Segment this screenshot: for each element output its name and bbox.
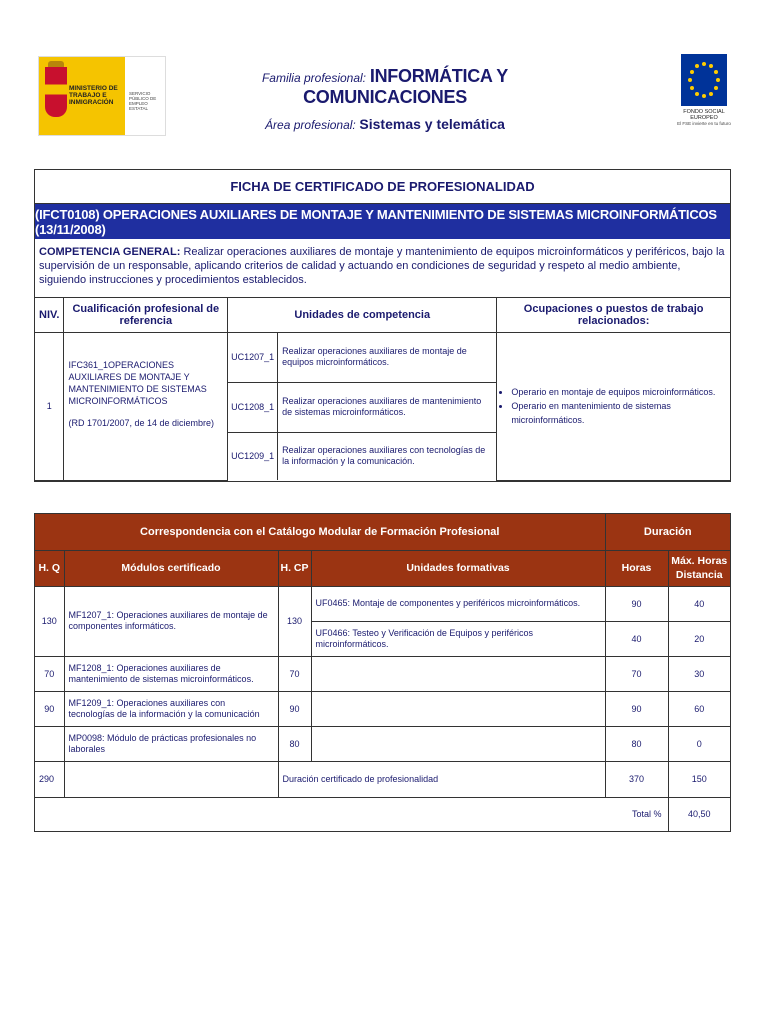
col-horas: Horas: [605, 550, 668, 586]
uc-desc: Realizar operaciones auxiliares de mantenimiento de sistemas microinformáticos.: [278, 382, 497, 432]
uf-code: UF0465: [315, 598, 348, 608]
hcp-cell: 90: [278, 691, 311, 726]
col-unidades: Unidades de competencia: [228, 298, 497, 332]
modulo-code: MP0098: [68, 732, 103, 743]
ficha-table: [35, 298, 730, 481]
ficha-header-row: [35, 298, 730, 332]
eu-flag-icon: [681, 54, 727, 106]
horas-cell: 80: [605, 726, 668, 761]
cualificacion-cell: [64, 332, 228, 480]
table-row: [35, 586, 730, 621]
horas-cell: 90: [605, 691, 668, 726]
ficha-title: FICHA DE CERTIFICADO DE PROFESIONALIDAD: [35, 170, 730, 204]
uc-desc: Realizar operaciones auxiliares con tecnologías de la información y la comunicación.: [278, 432, 497, 480]
max-cell: 0: [668, 726, 730, 761]
coat-of-arms-icon: [45, 67, 67, 117]
max-cell: 20: [668, 621, 730, 656]
competencia-general: [35, 239, 730, 298]
competencia-text: Realizar operaciones auxiliares de montaje y mantenimiento de equipos microinformáticos y periféricos, bajo la supervisión de un responsable, aplicando criterios de calidad y actuando en condiciones de seguridad y respeto al medio ambiente, siguiendo instrucciones y procedimientos establecidos.: [39, 246, 725, 286]
total-hq: 290: [35, 761, 64, 797]
col-ocupaciones: Ocupaciones o puestos de trabajo relacionados:: [497, 298, 730, 332]
correspondencia-section: [34, 513, 731, 832]
horas-cell: 40: [605, 621, 668, 656]
modulo-code: MF1207_1: [68, 610, 112, 620]
modulo-name: : Operaciones auxiliares de montaje de componentes informáticos.: [68, 610, 268, 631]
table-row: [35, 726, 730, 761]
hcp-cell: 80: [278, 726, 311, 761]
total-pct-row: [35, 797, 730, 831]
max-cell: 40: [668, 586, 730, 621]
ministry-logo: [38, 56, 166, 136]
corr-header-row: [35, 550, 730, 586]
modulo-cell: [64, 586, 278, 656]
modulo-cell: [64, 691, 278, 726]
total-row: [35, 761, 730, 797]
horas-cell: 90: [605, 586, 668, 621]
uc-code: UC1208_1: [228, 382, 278, 432]
ministry-logo-subtext: SERVICIO PÚBLICO DE EMPLEO ESTATAL: [129, 91, 157, 111]
col-cualificacion: Cualificación profesional de referencia: [64, 298, 228, 332]
horas-cell: 70: [605, 656, 668, 691]
cualificacion-text: IFC361_1OPERACIONES AUXILIARES DE MONTAJE Y MANTENIMIENTO DE SISTEMAS MICROINFORMÁTICOS: [68, 359, 207, 406]
col-max-horas: Máx. Horas Distancia: [668, 550, 730, 586]
page-header: [0, 0, 768, 160]
hq-cell: 90: [35, 691, 64, 726]
total-pct-label: Total %: [35, 797, 668, 831]
ministry-logo-text: MINISTERIO DE TRABAJO E INMIGRACIÓN: [69, 85, 118, 106]
table-row: [35, 656, 730, 691]
ocupaciones-cell: [497, 332, 730, 480]
uf-code: UF0466: [315, 627, 348, 638]
competencia-label: COMPETENCIA GENERAL:: [39, 246, 181, 258]
total-label: Duración certificado de profesionalidad: [278, 761, 605, 797]
uf-cell-empty: [311, 726, 605, 761]
hcp-cell: 70: [278, 656, 311, 691]
hcp-cell: 130: [278, 586, 311, 656]
table-row: [35, 691, 730, 726]
area-value: Sistemas y telemática: [359, 116, 505, 132]
title-block: [200, 66, 570, 132]
list-item: • Operario en montaje de equipos microinformáticos.: [511, 385, 730, 399]
family-line: [200, 66, 570, 108]
table-row: [35, 332, 730, 382]
nivel-cell: 1: [35, 332, 64, 480]
eu-logo: [672, 54, 736, 144]
modulo-name: : Operaciones auxiliares de mantenimiento de sistemas microinformáticos.: [68, 662, 254, 684]
eu-slogan: El FSE invierte en tu futuro: [677, 121, 731, 126]
eu-caption: FONDO SOCIAL EUROPEO: [683, 109, 725, 121]
uc-code: UC1209_1: [228, 432, 278, 480]
uf-cell: [311, 621, 605, 656]
modulo-name: : Operaciones auxiliares con tecnologías de la información y la comunicación: [68, 697, 260, 719]
col-unidades-formativas: Unidades formativas: [311, 550, 605, 586]
uf-name: : Montaje de componentes y periféricos microinformáticos.: [347, 598, 581, 608]
modulo-code: MF1208_1: [68, 662, 112, 673]
family-value: INFORMÁTICA Y COMUNICACIONES: [303, 66, 509, 107]
modulo-name: : Módulo de prácticas profesionales no laborales: [68, 732, 257, 754]
total-pct-value: 40,50: [668, 797, 730, 831]
list-item: • Operario en mantenimiento de sistemas microinformáticos.: [511, 399, 730, 427]
duracion-label: Duración: [605, 514, 730, 550]
hq-cell: [35, 726, 64, 761]
max-cell: 60: [668, 691, 730, 726]
col-hq: H. Q: [35, 550, 64, 586]
modulo-cell: [64, 726, 278, 761]
col-modulos: Módulos certificado: [64, 550, 278, 586]
col-hcp: H. CP: [278, 550, 311, 586]
area-line: [200, 116, 570, 132]
corr-title-row: [35, 514, 730, 550]
uf-name: : Testeo y Verificación de Equipos y periféricos microinformáticos.: [315, 627, 533, 649]
uf-cell: [311, 586, 605, 621]
hq-cell: 130: [35, 586, 64, 656]
total-empty: [64, 761, 278, 797]
total-horas: 370: [605, 761, 668, 797]
family-label: Familia profesional:: [261, 71, 367, 85]
uc-desc: Realizar operaciones auxiliares de montaje de equipos microinformáticos.: [278, 332, 497, 382]
modulo-cell: [64, 656, 278, 691]
correspondencia-table: [35, 514, 730, 831]
ficha-certificado: [34, 169, 731, 482]
uf-cell-empty: [311, 691, 605, 726]
hq-cell: 70: [35, 656, 64, 691]
area-label: Área profesional:: [265, 118, 356, 132]
cualificacion-rd: (RD 1701/2007, de 14 de diciembre): [68, 417, 215, 428]
corr-title: Correspondencia con el Catálogo Modular de Formación Profesional: [35, 514, 605, 550]
total-max: 150: [668, 761, 730, 797]
uc-code: UC1207_1: [228, 332, 278, 382]
ocupaciones-list: [511, 385, 730, 427]
col-niv: NIV.: [35, 298, 64, 332]
modulo-code: MF1209_1: [68, 697, 112, 708]
ficha-code-line: (IFCT0108) OPERACIONES AUXILIARES DE MONTAJE Y MANTENIMIENTO DE SISTEMAS MICROINFORMÁTICOS (13/11/2008): [35, 204, 730, 239]
max-cell: 30: [668, 656, 730, 691]
uf-cell-empty: [311, 656, 605, 691]
